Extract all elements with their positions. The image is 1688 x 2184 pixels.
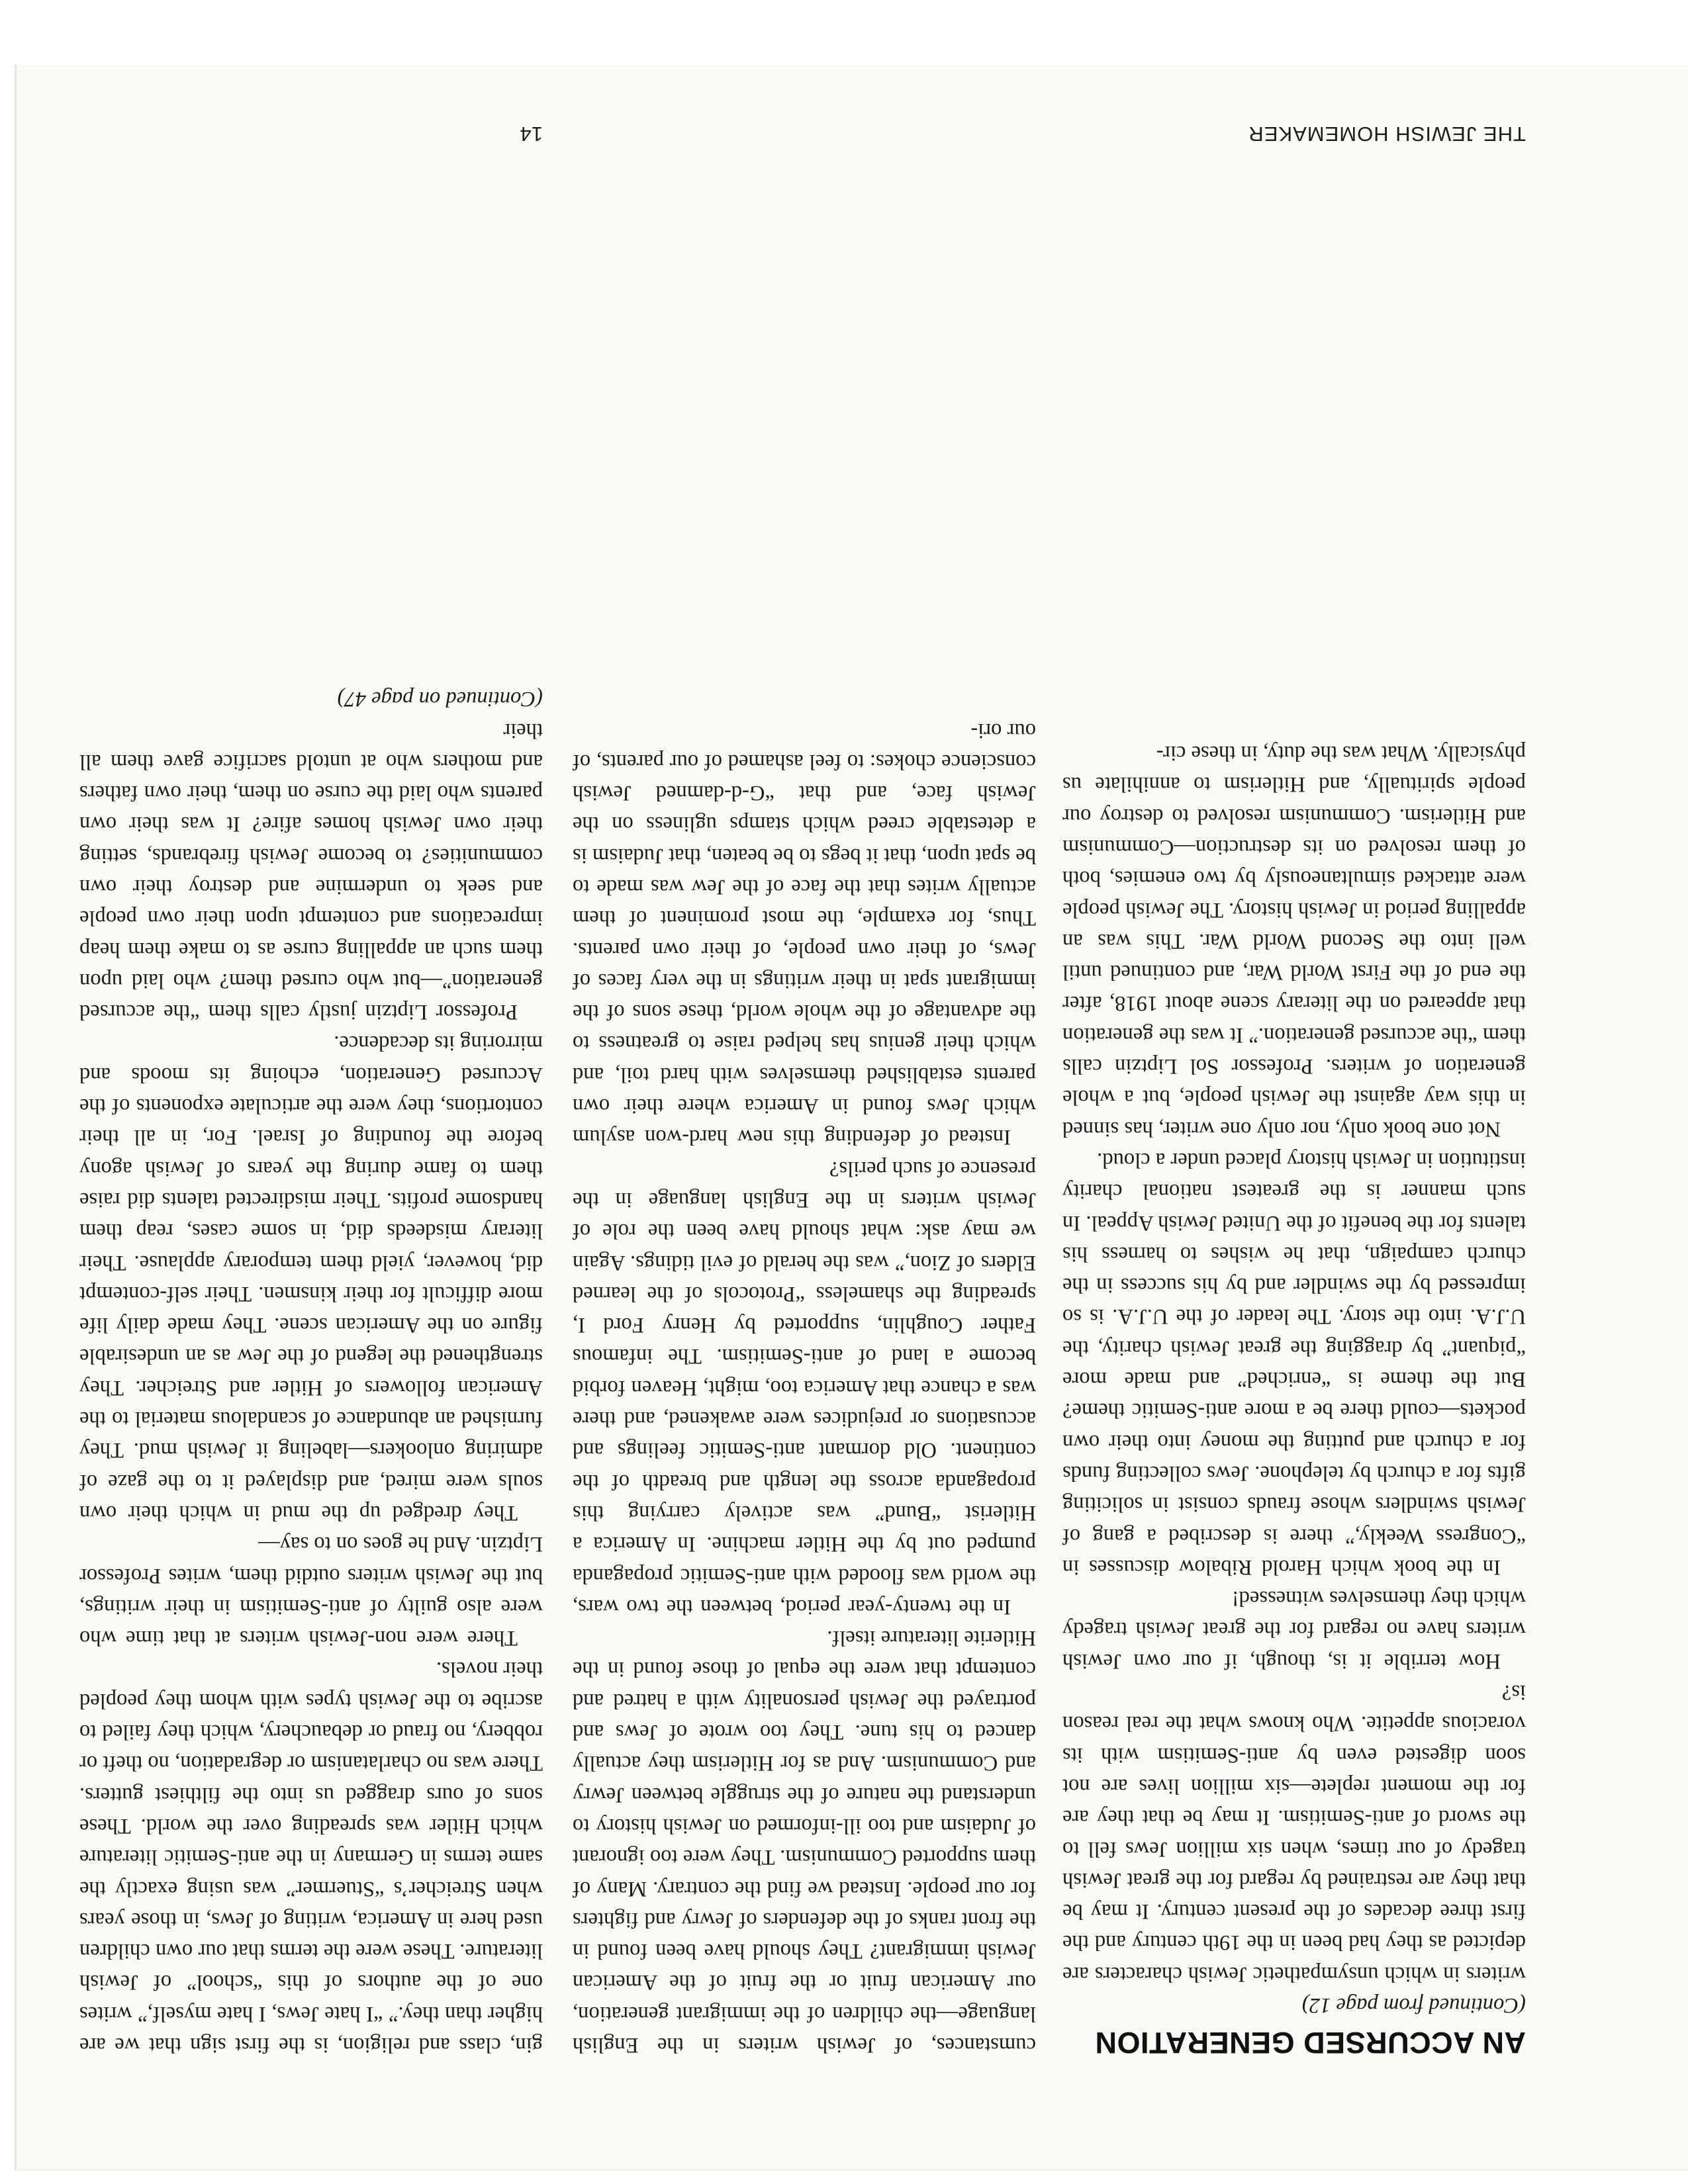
- paragraph: Instead of defending this new hard-won asylum which Jews found in America where their own parents established themselves with hard toil, and which their genius has helped raise to greatness to the advantage of the whole world, these sons of the immigrant spat in their writings in the very faces of Jews, of their own people, of their own parents. Thus, for example, the most prominent of them actually writes that the face of the Jew was made to be spat upon, that it begs to be beaten, that Judaism is a detestable creed which stamps ugliness on the Jewish face, and that “G-d-damned Jewish conscience chokes: to feel ashamed of our parents, of our ori-: [573, 718, 1036, 1150]
- article-title: AN ACCURSED GENERATION: [1094, 2026, 1526, 2060]
- publication-name: THE JEWISH HOMEMAKER: [1248, 122, 1526, 146]
- paragraph: gin, class and religion, is the first sign that we are higher than they.” “I hate Jews, I hate myself,” writes one of the authors of this “school” of Jewish literature. These were the terms that our own children used here in America, writing of Jews, in those years when Streicher’s “Stuermer” was using exactly the same terms in Germany in the anti-Semitic literature which Hitler was spreading over the world. These sons of ours dragged us into the filthiest gutters. There was no charlatanism or degradation, no theft or robbery, no fraud or debauchery, which they failed to ascribe to the Jewish types with whom they peopled their novels.: [79, 1657, 543, 2057]
- paragraph: writers in which unsympathetic Jewish characters are depicted as they had been in the 19th century and the first three decades of the present century. It may be that they are restrained by regard for the great Jewish tragedy of our times, when six million Jews fell to the sword of anti-Semitism. It may be that they are for the moment replete—six million lives are not soon digested even by anti-Semitism with its voracious appetite. Who knows what the real reason is?: [1062, 1680, 1526, 1986]
- paragraph: cumstances, of Jewish writers in the English language—the children of the immigrant generation, our American fruit or the fruit of the American Jewish immigrant? They should have been found in the front ranks of the defenders of Jewry and fighters for our people. Instead we find the contrary. Many of them supported Communism. They were too ignorant of Judaism and too ill-informed on Jewish history to understand the nature of the struggle between Jewry and Communism. And as for Hitlerism they actually danced to his tune. They too wrote of Jews and portrayed the Jewish personality with a hatred and contempt that were the equal of those found in the Hitlerite literature itself.: [573, 1626, 1036, 2057]
- paragraph: There were non-Jewish writers at that time who were also guilty of anti-Semitism in their writings, but the Jewish writers outdid them, writes Professor Liptzin. And he goes on to say—: [79, 1532, 543, 1651]
- paper-sheet: [15, 65, 1688, 2171]
- continued-on-note: (Continued on page 47): [337, 687, 543, 711]
- paragraph: Professor Liptzin justly calls them “the accursed generation”—but who cursed them? who laid upon them such an appalling curse as to make them heap imprecations and contempt upon their own people and seek to undermine and destroy their own communities? to become Jewish firebrands, setting their own Jewish homes afire? It was their own parents who laid the curse on them, their own fathers and mothers who at untold sacrifice gave them all their: [79, 718, 543, 1024]
- paragraph: Not one book only, nor only one writer, has sinned in this way against the Jewish people, but a whole generation of writers. Professor Sol Liptzin calls them “the accursed generation.” It was the generation that appeared on the literary scene about 1918, after the end of the First World War, and continued until well into the Second World War. This was an appalling period in Jewish history. The Jewish people were attacked simultaneously by two enemies, both of them resolved on its destruction—Communism and Hitlerism. Communism resolved to destroy our people spiritually, and Hitlerism to annihilate us physically. What was the duty, in these cir-: [1062, 741, 1526, 1141]
- column-1: [1062, 737, 1526, 2060]
- paragraph: In the book which Harold Ribalow discusses in “Congress Weekly,” there is described a gang of Jewish swindlers whose frauds consist in soliciting gifts for a church by telephone. Jews collecting funds for a church and putting the money into their own pockets—could there be a more anti-Semitic theme? But the theme is “enriched” and made more “piquant” by dragging the great Jewish charity, the U.J.A. into the story. The leader of the U.J.A. is so impressed by the swindler and by his success in the church campaign, that he wishes to harness his talents for the benefit of the United Jewish Appeal. In such manner is the greatest national charity institution in Jewish history placed under a cloud.: [1062, 1148, 1526, 1579]
- page-number: 14: [520, 122, 543, 146]
- column-3: [79, 683, 543, 2060]
- paragraph: How terrible it is, though, if our own Jewish writers have no regard for the great Jewish tragedy which they themselves witnessed!: [1062, 1586, 1526, 1673]
- paragraph: They dredged up the mud in which their own souls were mired, and displayed it to the gaze of admiring onlookers—labeling it Jewish mud. They furnished an abundance of scandalous material to the American followers of Hitler and Streicher. They strengthened the legend of the Jew as an undesirable figure on the American scene. They made daily life more difficult for their kinsmen. Their self-contempt did, however, yield them temporary applause. Their literary misdeeds did, in some cases, reap them handsome profits. Their misdirected talents did raise them to fame during the years of Jewish agony before the founding of Israel. For, in all their contortions, they were the articulate exponents of the Accursed Generation, echoing its moods and mirroring its decadence.: [79, 1031, 543, 1525]
- paragraph: In the twenty-year period, between the two wars, the world was flooded with anti-Semitic propaganda pumped out by the Hitler machine. In America a Hitlerist “Bund” was actively carrying this propaganda across the length and breadth of the continent. Old dormant anti-Semitic feelings and accusations or prejudices were awakened, and there was a chance that America too, might, Heaven forbid become a land of anti-Semitism. The infamous Father Coughlin, supported by Henry Ford I, spreading the shameless “Protocols of the learned Elders of Zion,” was the herald of evil tidings. Again we may ask: what should have been the role of Jewish writers in the English language in the presence of such perils?: [573, 1156, 1036, 1619]
- column-2: [573, 714, 1036, 2060]
- continued-from-note: (Continued from page 12): [1301, 1993, 1526, 2017]
